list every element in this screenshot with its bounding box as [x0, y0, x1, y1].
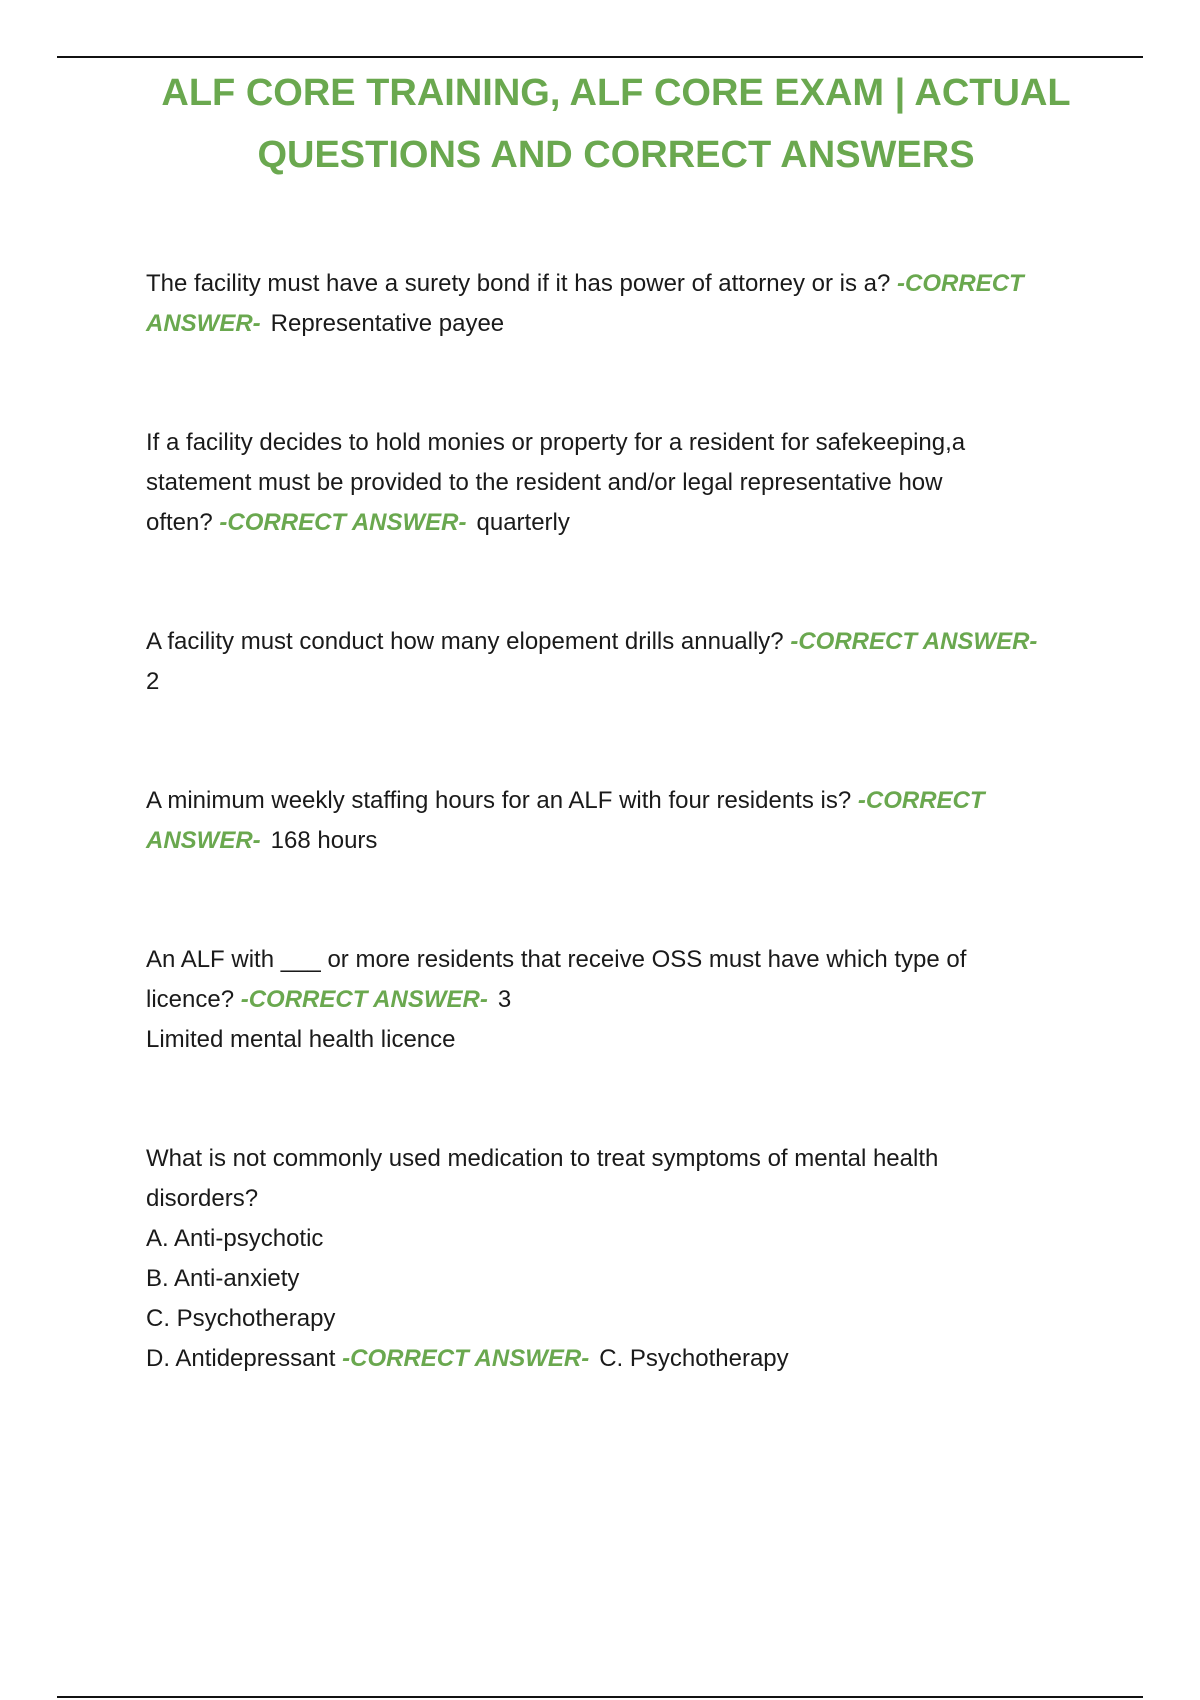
option-line: B. Anti-anxiety: [146, 1265, 300, 1292]
correct-answer-marker: -CORRECT ANSWER-: [342, 1345, 590, 1372]
answer-text: 3: [497, 986, 512, 1013]
option-line: C. Psychotherapy: [146, 1305, 336, 1332]
qa-list: [146, 264, 1086, 1458]
question-line: A facility must conduct how many elopement drills annually? -CORRECT ANSWER-: [146, 628, 1038, 655]
answer-text: C. Psychotherapy: [599, 1345, 789, 1372]
correct-answer-marker: -CORRECT: [897, 270, 1024, 297]
page-title: [80, 62, 1152, 186]
option-line: D. Antidepressant -CORRECT ANSWER- C. Psychotherapy: [146, 1345, 789, 1372]
answer-line: [146, 821, 1086, 861]
top-rule: [57, 56, 1143, 58]
qa-item: [146, 781, 1086, 861]
option-line: A. Anti-psychotic: [146, 1225, 324, 1252]
question-line: licence? -CORRECT ANSWER- 3: [146, 986, 512, 1013]
qa-item: [146, 423, 1086, 543]
correct-answer-marker: -CORRECT: [857, 787, 985, 814]
correct-answer-marker: -CORRECT ANSWER-: [219, 509, 467, 536]
question-line: disorders?: [146, 1185, 259, 1212]
title-line: QUESTIONS AND CORRECT ANSWERS: [257, 134, 975, 176]
correct-answer-marker: ANSWER-: [146, 827, 261, 854]
qa-item: [146, 940, 1086, 1060]
qa-item: [146, 264, 1086, 344]
correct-answer-marker: -CORRECT ANSWER-: [790, 628, 1038, 655]
question-line: A minimum weekly staffing hours for an ALF with four residents is? -CORRECT: [146, 787, 985, 814]
qa-item: [146, 622, 1086, 702]
answer-text: Representative payee: [270, 310, 505, 337]
question-line: If a facility decides to hold monies or property for a resident for safekeeping,a: [146, 429, 966, 456]
answer-text: 168 hours: [270, 827, 378, 854]
question-line: statement must be provided to the resident and/or legal representative how: [146, 469, 943, 496]
answer-text: Limited mental health licence: [146, 1026, 456, 1053]
question-line: often? -CORRECT ANSWER- quarterly: [146, 509, 570, 536]
bottom-rule: [57, 1696, 1143, 1698]
correct-answer-marker: -CORRECT ANSWER-: [240, 986, 488, 1013]
question-line: An ALF with ___ or more residents that receive OSS must have which type of: [146, 946, 967, 973]
answer-text: 2: [146, 668, 160, 695]
question-line: The facility must have a surety bond if it has power of attorney or is a? -CORRECT: [146, 270, 1024, 297]
correct-answer-marker: ANSWER-: [146, 310, 261, 337]
answer-line: [146, 304, 1086, 344]
answer-text: quarterly: [476, 509, 570, 536]
qa-item: [146, 1139, 1086, 1379]
question-line: What is not commonly used medication to treat symptoms of mental health: [146, 1145, 939, 1172]
title-line: ALF CORE TRAINING, ALF CORE EXAM | ACTUAL: [161, 72, 1071, 114]
